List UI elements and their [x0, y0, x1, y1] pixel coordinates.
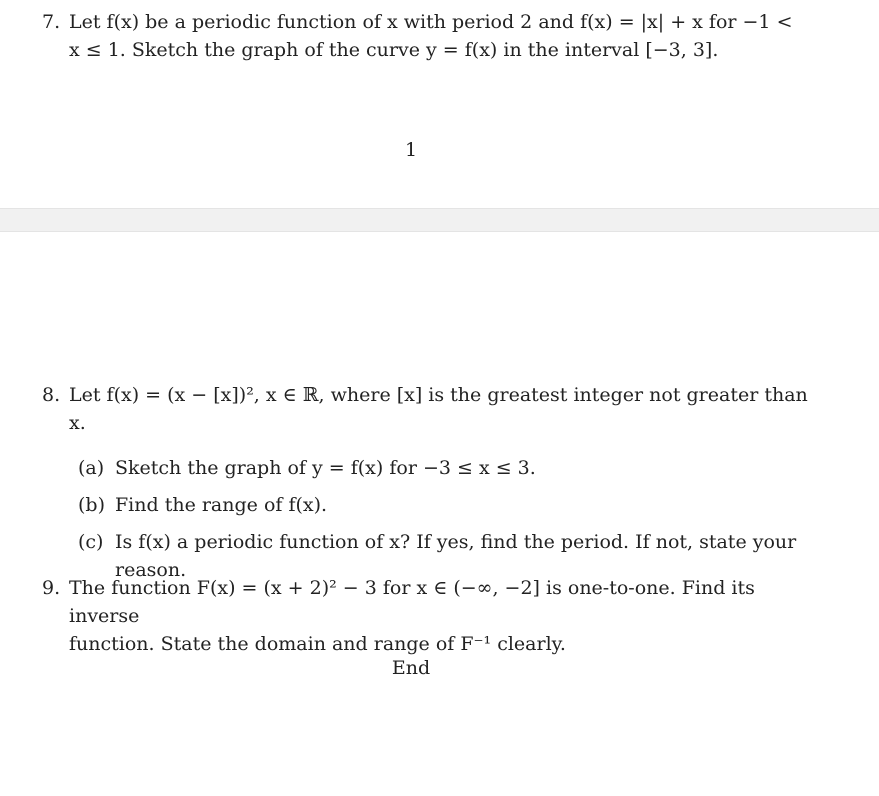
- subpart-text: Sketch the graph of y = f(x) for −3 ≤ x ≤ 3.: [115, 457, 536, 479]
- exam-page-1: [0, 0, 879, 208]
- question-number: 7.: [42, 11, 61, 33]
- subpart-label: (b): [78, 494, 105, 516]
- subpart: [78, 454, 812, 482]
- question-8: [42, 381, 812, 584]
- subpart: [78, 491, 812, 519]
- question-text: [69, 381, 812, 437]
- question-text: [69, 8, 812, 64]
- subpart-label: (c): [78, 531, 104, 553]
- page-separator: [0, 208, 879, 232]
- subpart-label: (a): [78, 457, 105, 479]
- question-text: [69, 574, 812, 658]
- page-number: 1: [404, 139, 418, 161]
- question-7: [42, 8, 812, 64]
- exam-page-2: [0, 232, 879, 796]
- question-9: [42, 574, 812, 658]
- question-number: 9.: [42, 577, 61, 599]
- question-line: function. State the domain and range of F⁻¹ clearly.: [69, 633, 566, 655]
- question-line: The function F(x) = (x + 2)² − 3 for x ∈ (−∞, −2] is one-to-one. Find its inverse: [69, 577, 755, 627]
- end-text: End: [391, 657, 431, 679]
- subpart-text: Is f(x) a periodic function of x? If yes, find the period. If not, state your reason.: [115, 531, 797, 581]
- question-line: x ≤ 1. Sketch the graph of the curve y = f(x) in the interval [−3, 3].: [69, 39, 719, 61]
- question-line: Let f(x) be a periodic function of x with period 2 and f(x) = |x| + x for −1 <: [69, 11, 793, 33]
- subpart-text: Find the range of f(x).: [115, 494, 328, 516]
- question-stem: Let f(x) = (x − [x])², x ∈ ℝ, where [x] is the greatest integer not greater than x.: [69, 384, 808, 434]
- question-number: 8.: [42, 384, 61, 406]
